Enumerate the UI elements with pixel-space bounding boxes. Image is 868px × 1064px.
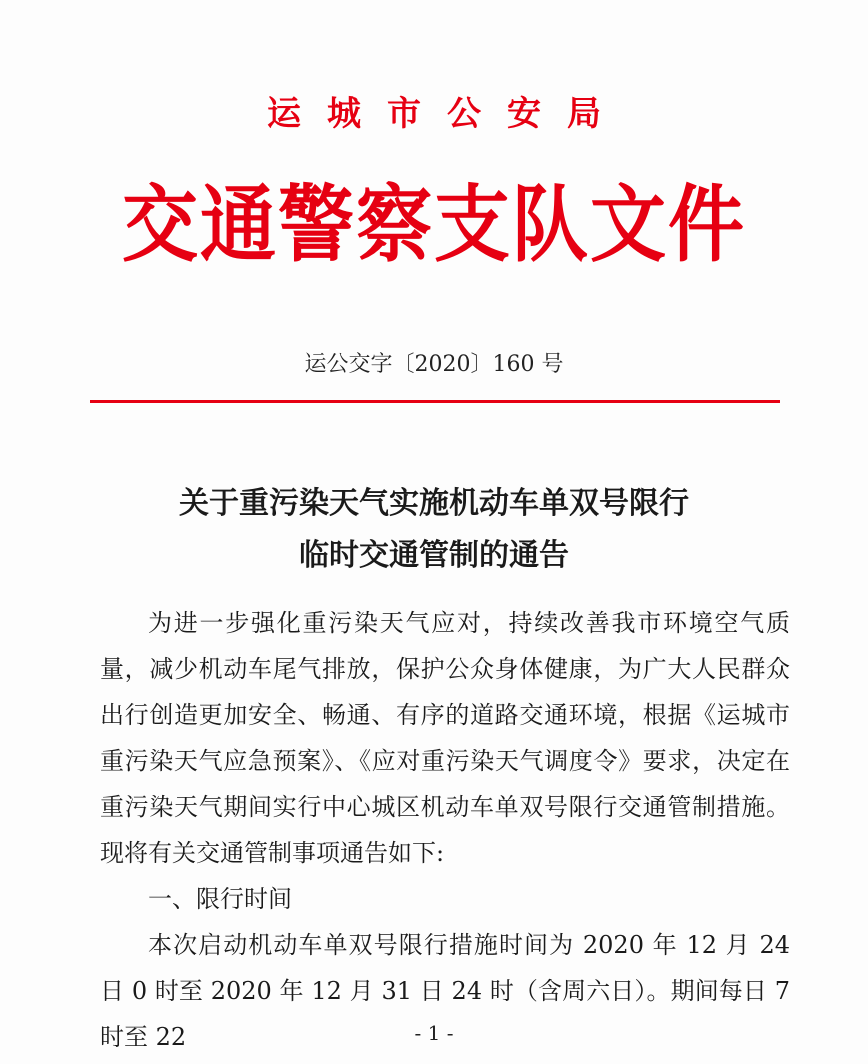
document-header-title: 交通警察支队文件	[122, 175, 746, 274]
section-heading-restriction-time: 一、限行时间	[148, 885, 292, 913]
body-paragraph-intro: 为进一步强化重污染天气应对，持续改善我市环境空气质量，减少机动车尾气排放，保护公众身体健康，为广大人民群众出行创造更加安全、畅通、有序的道路交通环境，根据《运城市重污染天气应急预案》、《应对重污染天气调度令》要求，决定在重污染天气期间实行中心城区机动车单双号限行交通管制措施。现将有关交通管制事项通告如下:	[100, 609, 790, 867]
issuing-organization: 运城市公安局	[267, 94, 627, 134]
notice-title-line-2: 临时交通管制的通告	[299, 538, 569, 573]
notice-title-line-1: 关于重污染天气实施机动车单双号限行	[179, 486, 689, 521]
page-number: - 1 -	[414, 1021, 454, 1045]
body-paragraph-restriction-time: 本次启动机动车单双号限行措施时间为 2020 年 12 月 24 日 0 时至 2020 年 12 月 31 日 24 时（含周六日）。期间每日 7 时至 22	[100, 931, 790, 1051]
notice-body	[100, 600, 790, 1060]
document-number: 运公交字〔2020〕160 号	[304, 352, 564, 377]
notice-title	[0, 478, 868, 582]
red-divider-line	[90, 400, 780, 403]
